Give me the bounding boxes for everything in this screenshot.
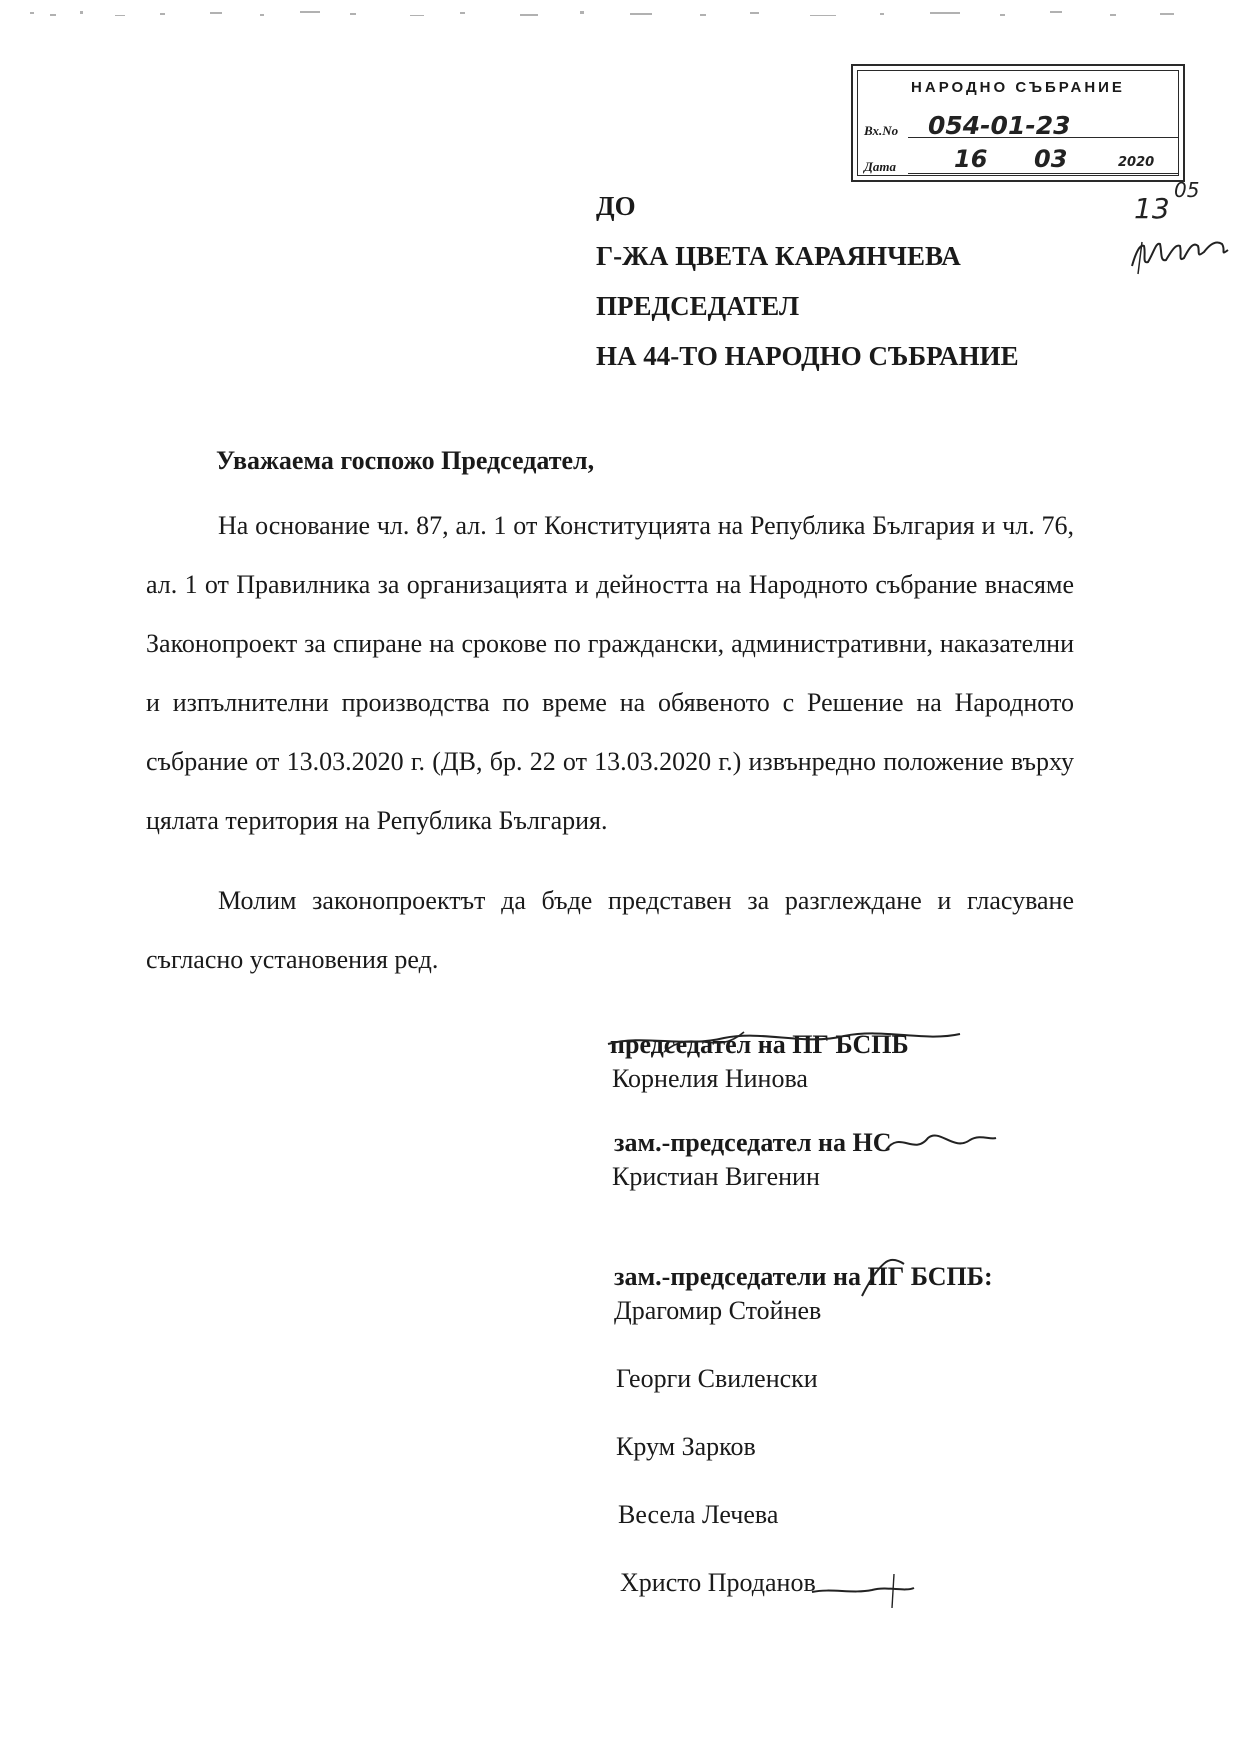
stamp-date-month: 03 [1034,145,1068,173]
signature-role-deputy-speaker: зам.-председател на НС [614,1128,892,1157]
salutation: Уважаема госпожо Председател, [216,446,595,475]
stamp-inner-border [857,70,1179,176]
stamp-incoming-row [864,113,1180,143]
handwritten-hour: 13 [1134,192,1170,225]
body-paragraph-1: На основание чл. 87, ал. 1 от Конституцията на Република България и чл. 76, ал. 1 от Правилника за организацията и дейността на Народното събрание внасяме Законопроект за спиране на срокове по граждански, административни, наказателни и изпълнителни производства по време на обявеното с Решение на Народното събрание от 13.03.2020 г. (ДВ, бр. 22 от 13.03.2020 г.) извънредно положение върху цялата територия на Република България. [146,511,1074,835]
signature-role-deputy-chairs: зам.-председатели на ПГ БСПБ: [614,1262,993,1291]
signature-scribble-icon [856,1256,916,1300]
signature-name-chair: Корнелия Нинова [612,1064,808,1093]
signature-deputy-1: Драгомир Стойнев [614,1296,822,1325]
signature-scribble-icon [808,1570,918,1610]
stamp-date-year: 2020 [1118,155,1155,170]
body-paragraph-2: Молим законопроектът да бъде представен за разглеждане и гласуване съгласно установения ред. [146,886,1074,974]
registration-stamp [851,64,1185,182]
stamp-title: НАРОДНО СЪБРАНИЕ [911,79,1125,96]
handwritten-initials-icon [1126,222,1236,278]
signature-deputy-4: Весела Лечева [618,1500,779,1529]
stamp-incoming-number: 054-01-23 [928,111,1071,140]
stamp-date-day: 16 [954,145,988,173]
stamp-date-row [864,145,1180,179]
addressee-institution: НА 44-ТО НАРОДНО СЪБРАНИЕ [596,341,1019,371]
handwritten-minutes: 05 [1174,178,1200,202]
signature-role-chair: председател на ПГ БСПБ [610,1030,909,1059]
addressee-block [596,188,1019,388]
stamp-date-label: Дата [864,159,896,174]
addressee-to: ДО [596,191,636,221]
signature-deputy-2: Георги Свиленски [616,1364,818,1393]
stamp-date-line [908,173,1178,174]
signature-deputy-5: Христо Проданов [620,1568,816,1597]
signature-name-deputy-speaker: Кристиан Вигенин [612,1162,820,1191]
stamp-incoming-label: Вх.No [864,123,899,138]
scan-noise [20,6,1220,24]
addressee-position: ПРЕДСЕДАТЕЛ [596,291,800,321]
signature-scribble-icon [880,1126,1000,1160]
addressee-name: Г-ЖА ЦВЕТА КАРАЯНЧЕВА [596,241,961,271]
signature-deputy-3: Крум Зарков [616,1432,756,1461]
signature-scribble-icon [604,1018,964,1062]
handwritten-time-note [1126,178,1244,278]
